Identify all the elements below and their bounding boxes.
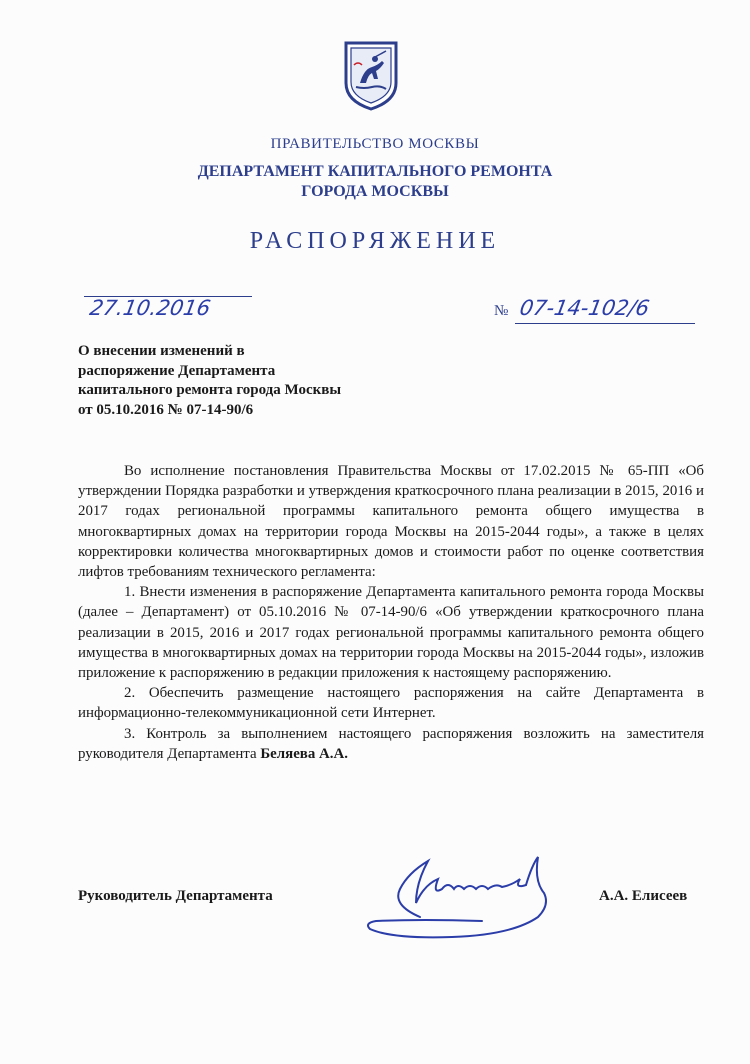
subject-line: распоряжение Департамента xyxy=(78,362,276,379)
document-body xyxy=(78,461,704,764)
number-label: № xyxy=(494,303,509,319)
document-type-title: РАСПОРЯЖЕНИЕ xyxy=(249,228,501,254)
moscow-coat-of-arms-icon xyxy=(342,39,400,111)
body-item-3-text: 3. Контроль за выполнением настоящего распоряжения возложить на заместителя руководителя Департамента xyxy=(78,725,704,762)
department-title-line2: ГОРОДА МОСКВЫ xyxy=(301,183,449,200)
deputy-name: Беляева А.А. xyxy=(260,745,348,762)
handwritten-signature xyxy=(362,845,562,945)
signatory-name: А.А. Елисеев xyxy=(599,888,688,904)
body-item-3 xyxy=(78,724,704,764)
department-title xyxy=(0,162,750,202)
document-date: 27.10.2016 xyxy=(87,296,213,320)
body-item-2: 2. Обеспечить размещение настоящего распоряжения на сайте Департамента в информационно-телекоммуникационной сети Интернет. xyxy=(78,685,704,722)
body-item-1: 1. Внести изменения в распоряжение Департамента капитального ремонта города Москвы (далее – Департамент) от 05.10.2016 № 07-14-90/6 «Об утверждении краткосрочного плана реализации в 2015, 2016 и 2017 годах региональной программы капитального ремонта общего имущества в многоквартирных домах на территории города Москвы на 2015-2044 годы», изложив приложение к распоряжению в редакции приложения к настоящему распоряжению. xyxy=(78,584,704,682)
subject-line: О внесении изменений в xyxy=(78,343,245,359)
department-title-line1: ДЕПАРТАМЕНТ КАПИТАЛЬНОГО РЕМОНТА xyxy=(197,163,553,180)
number-underline xyxy=(515,323,695,324)
body-preamble: Во исполнение постановления Правительства Москвы от 17.02.2015 № 65-ПП «Об утверждении Порядка разработки и утверждения краткосрочного плана реализации в 2015, 2016 и 2017 годах региональной программы капитального ремонта общего имущества в многоквартирных домах на территории города Москвы на 2015-2044 годы», а также в целях корректировки количества многоквартирных домов и стоимости работ по оценке соответствия лифтов требованиям технического регламента: xyxy=(78,463,704,581)
document-subject xyxy=(78,342,408,420)
subject-line: от 05.10.2016 № 07-14-90/6 xyxy=(78,401,254,418)
document-number: 07-14-102/6 xyxy=(517,296,652,320)
signatory-title: Руководитель Департамента xyxy=(78,888,273,904)
government-title: ПРАВИТЕЛЬСТВО МОСКВЫ xyxy=(270,136,480,152)
subject-line: капитального ремонта города Москвы xyxy=(78,382,342,398)
